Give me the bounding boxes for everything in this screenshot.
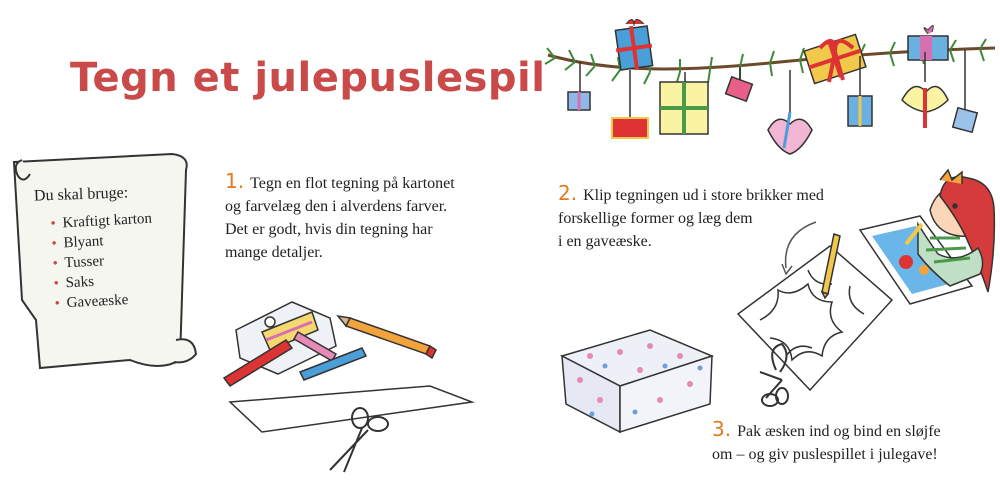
child-drawing-illustration <box>860 170 994 304</box>
list-item: • Blyant <box>51 229 153 254</box>
materials-list <box>50 209 157 314</box>
step-text-line: om – og giv puslespillet i julegave! <box>712 446 938 463</box>
step-text-line: forskellige former og læg dem <box>558 210 753 227</box>
step-text-line: Tegn en flot tegning på kartonet <box>250 175 455 192</box>
step-number: 2. <box>558 181 578 205</box>
step-text-line: Det er godt, hvis din tegning har <box>225 221 433 238</box>
step-text-line: Pak æsken ind og bind en sløjfe <box>737 423 941 440</box>
step-1 <box>225 170 485 264</box>
step-number: 1. <box>225 169 245 193</box>
list-item: • Tusser <box>52 249 154 274</box>
step-number: 3. <box>712 417 732 441</box>
step-text-line: og farvelæg den i alverdens farver. <box>225 198 448 215</box>
list-item: • Kraftigt karton <box>50 209 152 234</box>
materials-heading: Du skal bruge: <box>33 184 129 205</box>
step-3 <box>712 418 982 466</box>
page-title: Tegn et julepuslespil <box>70 55 546 101</box>
blank-cardboard-illustration <box>230 386 472 432</box>
christmas-garland-illustration <box>545 19 995 85</box>
step-2 <box>558 182 858 253</box>
list-item: • Saks <box>53 269 155 294</box>
step-text-line: i en gaveæske. <box>558 233 652 250</box>
step-text-line: mange detaljer. <box>225 244 323 261</box>
step-text-line: Klip tegningen ud i store brikker med <box>583 187 824 204</box>
gift-box-illustration <box>562 330 712 432</box>
list-item: • Gaveæske <box>54 289 156 314</box>
